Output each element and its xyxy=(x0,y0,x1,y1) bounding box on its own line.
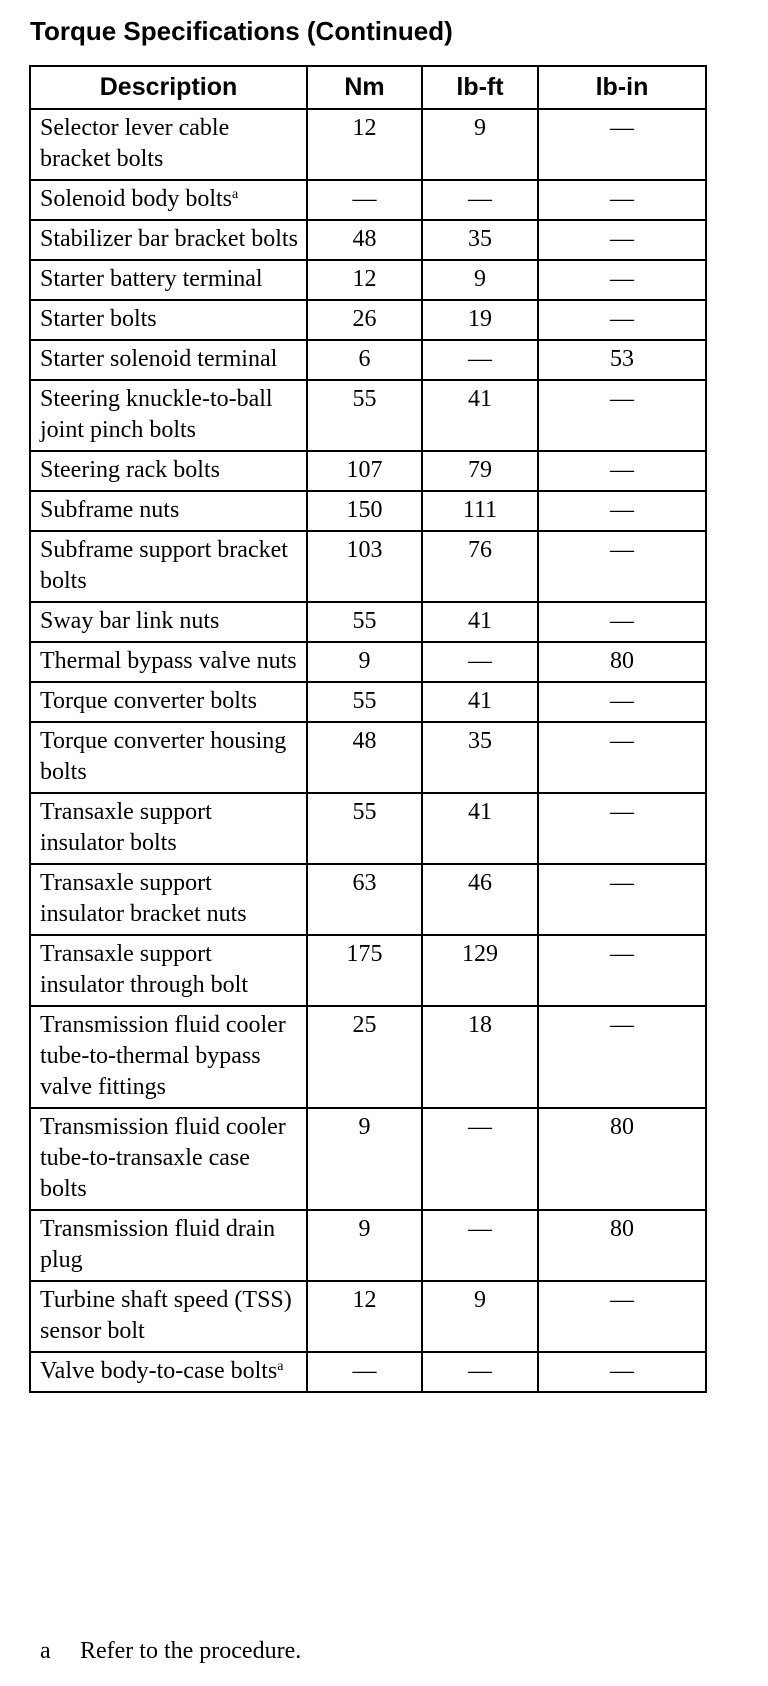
cell-description xyxy=(30,491,307,531)
cell-nm: 55 xyxy=(307,682,422,722)
description-text: Transmission fluid drain plug xyxy=(40,1216,276,1273)
footnote-text: Refer to the procedure. xyxy=(80,1638,302,1664)
cell-lb-in: — xyxy=(538,220,706,260)
table-row xyxy=(30,722,706,793)
cell-lb-ft: 41 xyxy=(422,682,538,722)
cell-lb-in: — xyxy=(538,380,706,451)
cell-nm: 25 xyxy=(307,1006,422,1108)
cell-nm: 48 xyxy=(307,722,422,793)
description-text: Stabilizer bar bracket bolts xyxy=(40,226,298,252)
cell-nm: 175 xyxy=(307,935,422,1006)
description-text: Starter battery terminal xyxy=(40,266,263,292)
table-row xyxy=(30,340,706,380)
description-text: Subframe support bracket bolts xyxy=(40,537,288,594)
cell-nm: — xyxy=(307,1352,422,1392)
cell-nm: — xyxy=(307,180,422,220)
cell-nm: 107 xyxy=(307,451,422,491)
cell-lb-ft: — xyxy=(422,1352,538,1392)
footnote-reference: a xyxy=(232,187,239,202)
description-text: Subframe nuts xyxy=(40,497,180,523)
cell-description xyxy=(30,109,307,180)
cell-lb-ft: 111 xyxy=(422,491,538,531)
description-text: Sway bar link nuts xyxy=(40,608,220,634)
cell-lb-in: — xyxy=(538,682,706,722)
cell-description xyxy=(30,451,307,491)
cell-lb-ft: — xyxy=(422,1210,538,1281)
cell-description xyxy=(30,935,307,1006)
cell-description xyxy=(30,642,307,682)
cell-lb-in: — xyxy=(538,1352,706,1392)
cell-description xyxy=(30,793,307,864)
header-nm: Nm xyxy=(307,66,422,109)
table-row xyxy=(30,935,706,1006)
cell-lb-in: — xyxy=(538,935,706,1006)
cell-description xyxy=(30,340,307,380)
description-text: Steering rack bolts xyxy=(40,457,220,483)
cell-lb-in: — xyxy=(538,722,706,793)
cell-lb-in: 80 xyxy=(538,1108,706,1210)
table-row xyxy=(30,491,706,531)
cell-description xyxy=(30,1006,307,1108)
cell-nm: 48 xyxy=(307,220,422,260)
cell-lb-in: — xyxy=(538,793,706,864)
cell-lb-ft: 41 xyxy=(422,602,538,642)
cell-description xyxy=(30,864,307,935)
cell-description xyxy=(30,1281,307,1352)
table-row xyxy=(30,180,706,220)
description-text: Thermal bypass valve nuts xyxy=(40,648,297,674)
description-text: Steering knuckle-to-ball joint pinch bolts xyxy=(40,386,273,443)
cell-nm: 6 xyxy=(307,340,422,380)
cell-description xyxy=(30,180,307,220)
cell-lb-in: 80 xyxy=(538,642,706,682)
cell-lb-in: — xyxy=(538,531,706,602)
cell-description xyxy=(30,1210,307,1281)
table-row xyxy=(30,793,706,864)
cell-lb-ft: 35 xyxy=(422,220,538,260)
cell-nm: 9 xyxy=(307,1108,422,1210)
description-text: Turbine shaft speed (TSS) sensor bolt xyxy=(40,1287,292,1344)
description-text: Transmission fluid cooler tube-to-thermal bypass valve fittings xyxy=(40,1012,286,1100)
cell-lb-ft: 19 xyxy=(422,300,538,340)
cell-lb-ft: 41 xyxy=(422,380,538,451)
description-text: Transaxle support insulator bolts xyxy=(40,799,212,856)
cell-description xyxy=(30,260,307,300)
description-text: Transaxle support insulator bracket nuts xyxy=(40,870,247,927)
cell-lb-in: — xyxy=(538,300,706,340)
cell-nm: 55 xyxy=(307,380,422,451)
cell-lb-ft: 18 xyxy=(422,1006,538,1108)
cell-lb-ft: 9 xyxy=(422,260,538,300)
cell-lb-ft: 9 xyxy=(422,109,538,180)
cell-lb-in: — xyxy=(538,1281,706,1352)
cell-lb-in: — xyxy=(538,1006,706,1108)
cell-lb-ft: 79 xyxy=(422,451,538,491)
cell-nm: 63 xyxy=(307,864,422,935)
cell-lb-in: — xyxy=(538,451,706,491)
cell-lb-in: — xyxy=(538,491,706,531)
table-row xyxy=(30,220,706,260)
page-title: Torque Specifications (Continued) xyxy=(30,16,453,46)
cell-lb-in: — xyxy=(538,864,706,935)
description-text: Starter solenoid terminal xyxy=(40,346,278,372)
cell-nm: 9 xyxy=(307,642,422,682)
table-row xyxy=(30,1352,706,1392)
table-row xyxy=(30,1108,706,1210)
table-row xyxy=(30,1281,706,1352)
cell-lb-ft: 129 xyxy=(422,935,538,1006)
table-row xyxy=(30,642,706,682)
header-description: Description xyxy=(30,66,307,109)
cell-lb-in: — xyxy=(538,260,706,300)
table-row xyxy=(30,300,706,340)
cell-nm: 26 xyxy=(307,300,422,340)
description-text: Torque converter bolts xyxy=(40,688,257,714)
torque-spec-table xyxy=(29,65,707,1393)
cell-lb-in: — xyxy=(538,180,706,220)
cell-lb-in: — xyxy=(538,602,706,642)
cell-lb-ft: 46 xyxy=(422,864,538,935)
cell-nm: 12 xyxy=(307,260,422,300)
cell-nm: 12 xyxy=(307,1281,422,1352)
cell-lb-ft: 76 xyxy=(422,531,538,602)
cell-description xyxy=(30,300,307,340)
cell-lb-ft: — xyxy=(422,1108,538,1210)
description-text: Solenoid body bolts xyxy=(40,186,233,212)
cell-lb-ft: 41 xyxy=(422,793,538,864)
cell-lb-ft: — xyxy=(422,340,538,380)
cell-lb-in: — xyxy=(538,109,706,180)
table-row xyxy=(30,602,706,642)
cell-description xyxy=(30,722,307,793)
description-text: Transaxle support insulator through bolt xyxy=(40,941,248,998)
footnote xyxy=(40,1638,301,1665)
cell-nm: 12 xyxy=(307,109,422,180)
table-row xyxy=(30,1006,706,1108)
table-row xyxy=(30,682,706,722)
table-row xyxy=(30,260,706,300)
footnote-marker: a xyxy=(40,1638,51,1664)
cell-lb-ft: 9 xyxy=(422,1281,538,1352)
cell-nm: 55 xyxy=(307,602,422,642)
table-row xyxy=(30,1210,706,1281)
cell-description xyxy=(30,531,307,602)
cell-nm: 150 xyxy=(307,491,422,531)
cell-lb-in: 80 xyxy=(538,1210,706,1281)
cell-description xyxy=(30,220,307,260)
cell-lb-ft: 35 xyxy=(422,722,538,793)
cell-description xyxy=(30,1108,307,1210)
table-row xyxy=(30,109,706,180)
cell-lb-ft: — xyxy=(422,642,538,682)
cell-nm: 9 xyxy=(307,1210,422,1281)
cell-description xyxy=(30,602,307,642)
header-lb-in: lb-in xyxy=(538,66,706,109)
description-text: Selector lever cable bracket bolts xyxy=(40,115,230,172)
cell-nm: 103 xyxy=(307,531,422,602)
cell-nm: 55 xyxy=(307,793,422,864)
table-body xyxy=(30,109,706,1392)
cell-lb-in: 53 xyxy=(538,340,706,380)
cell-description xyxy=(30,380,307,451)
footnote-reference: a xyxy=(277,1359,284,1374)
table-row xyxy=(30,531,706,602)
cell-lb-ft: — xyxy=(422,180,538,220)
cell-description xyxy=(30,682,307,722)
header-lb-ft: lb-ft xyxy=(422,66,538,109)
description-text: Transmission fluid cooler tube-to-transaxle case bolts xyxy=(40,1114,286,1202)
table-header-row xyxy=(30,66,706,109)
cell-description xyxy=(30,1352,307,1392)
description-text: Torque converter housing bolts xyxy=(40,728,287,785)
table-row xyxy=(30,864,706,935)
description-text: Valve body-to-case bolts xyxy=(40,1358,278,1384)
table-row xyxy=(30,380,706,451)
table-row xyxy=(30,451,706,491)
description-text: Starter bolts xyxy=(40,306,157,332)
